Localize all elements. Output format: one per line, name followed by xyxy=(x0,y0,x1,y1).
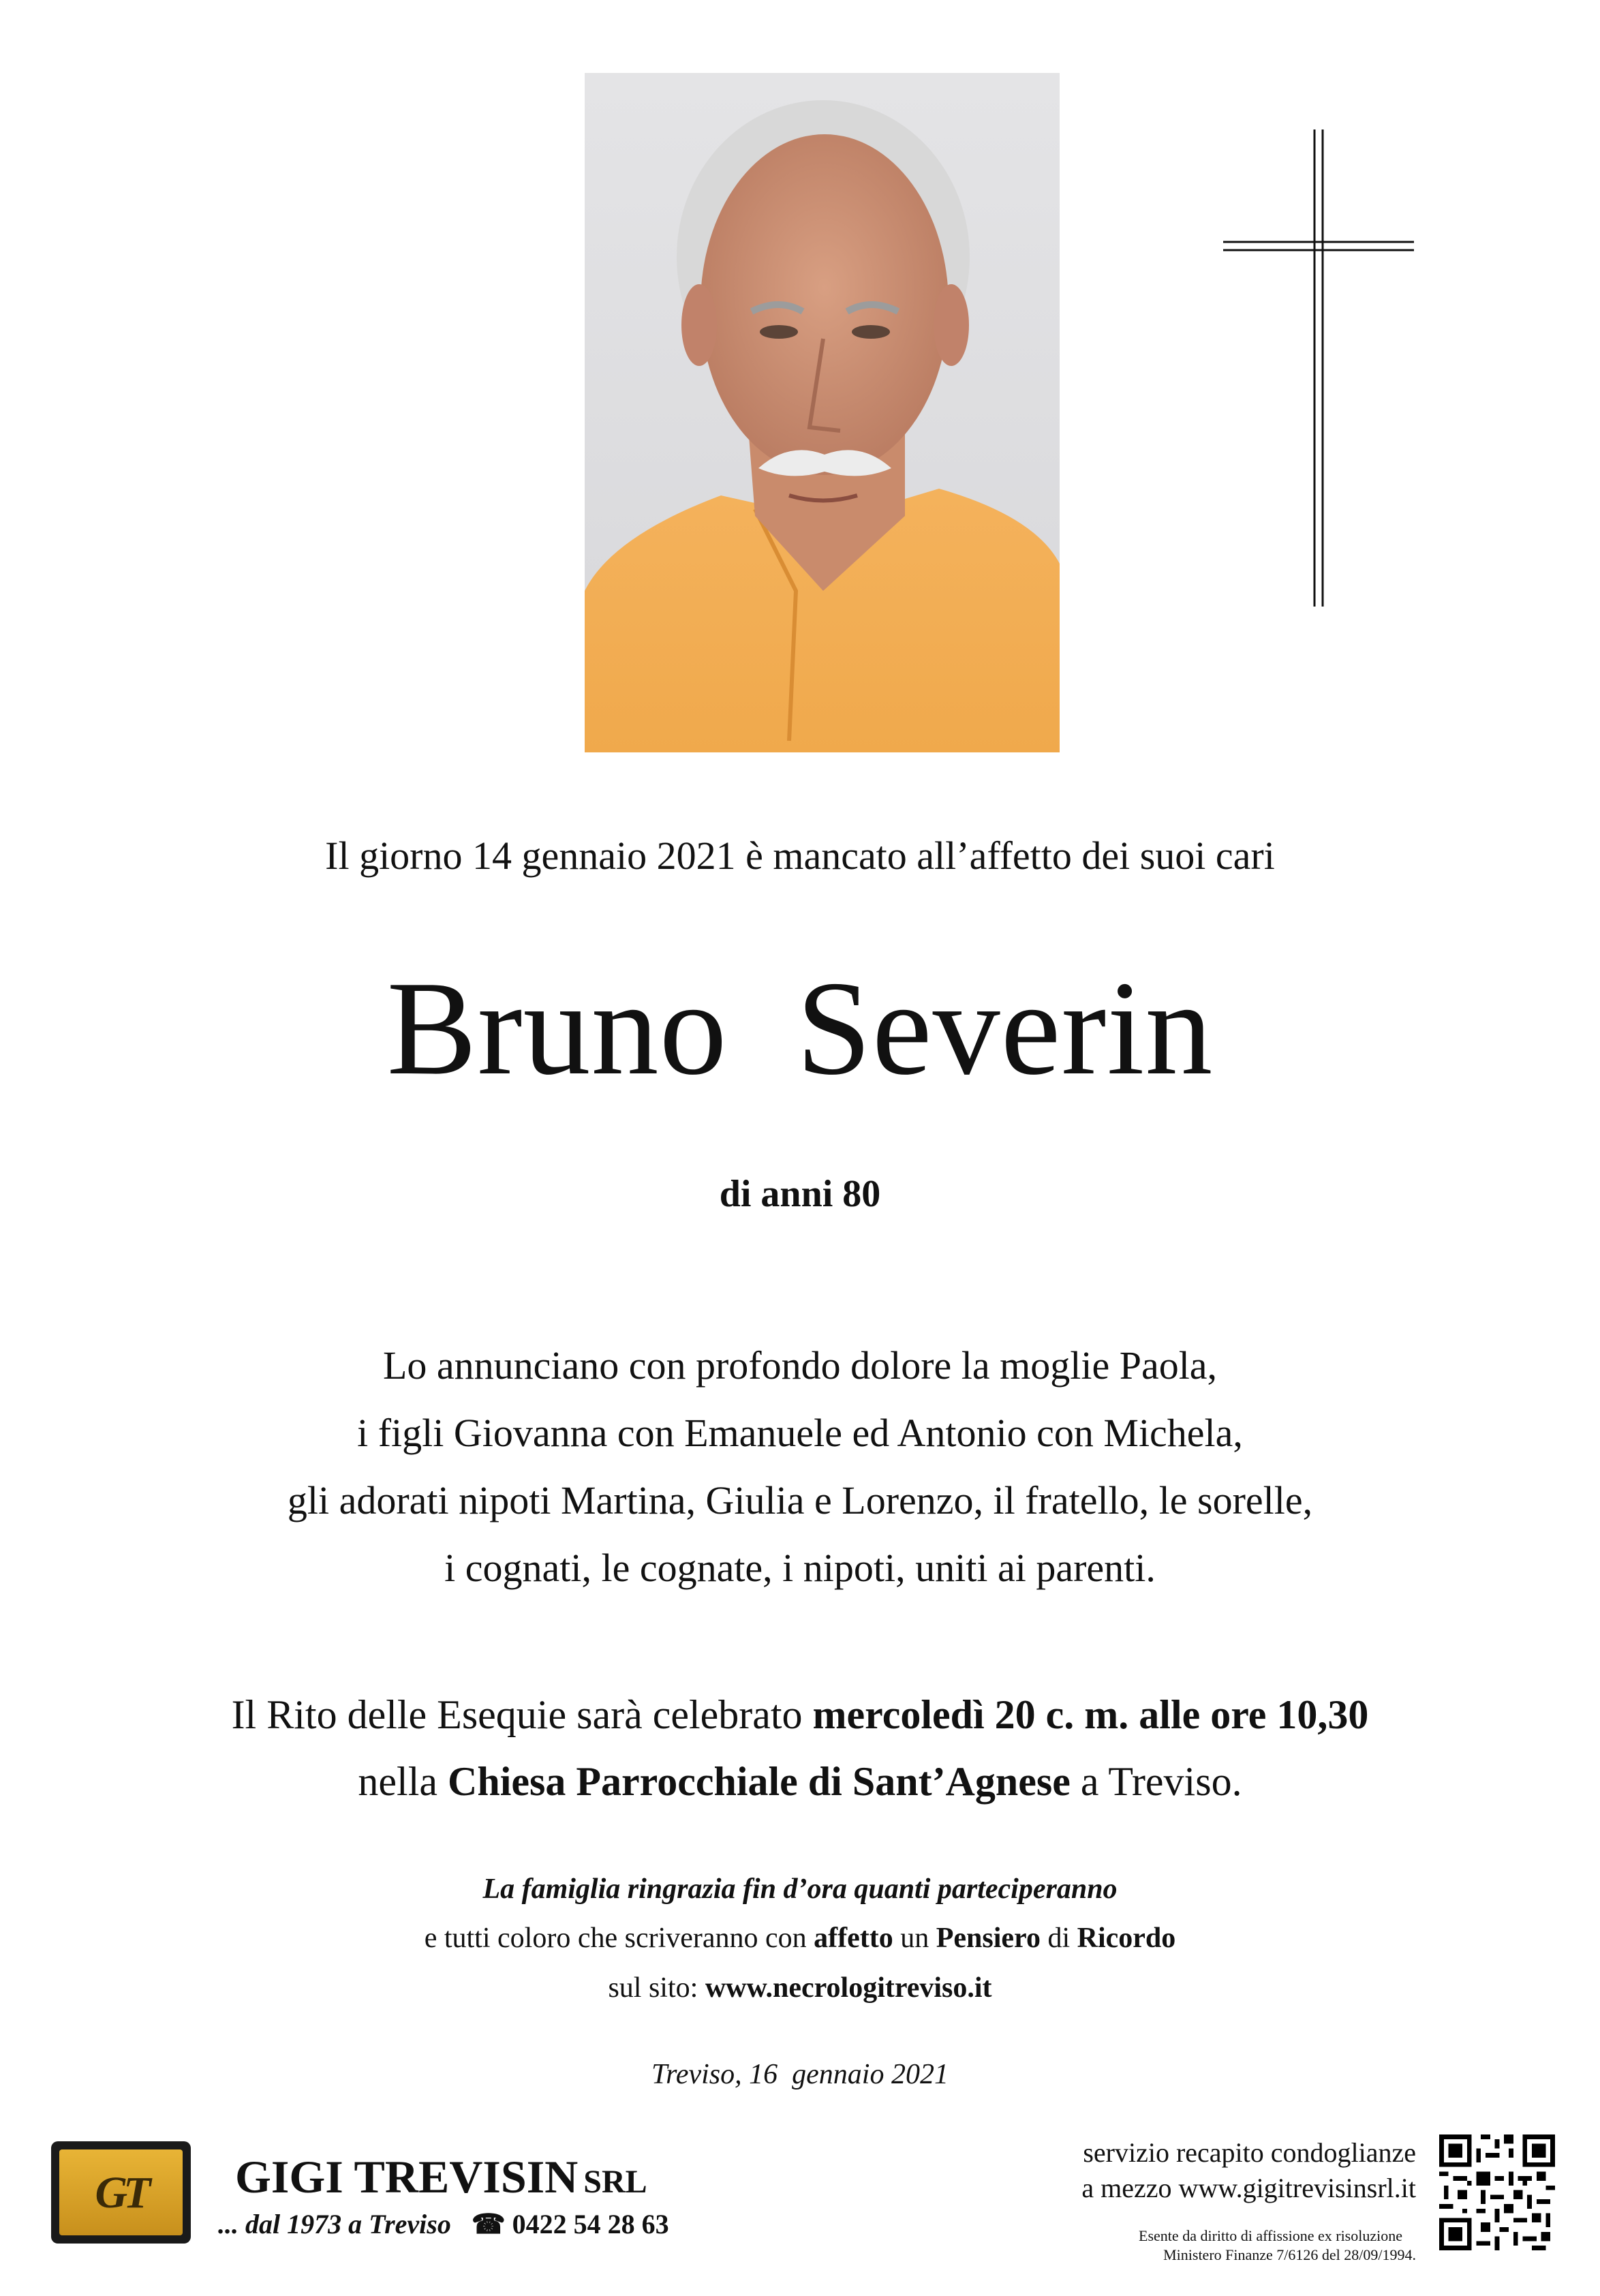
thanks-line-2 xyxy=(0,1922,1600,1955)
cross-icon xyxy=(1223,129,1414,607)
service-line-1: servizio recapito condoglianze xyxy=(1083,2137,1416,2168)
family-line: Lo annunciano con profondo dolore la moglie Paola, xyxy=(382,1343,1218,1388)
since-text: ... dal 1973 a Treviso xyxy=(218,2209,451,2239)
thanks-bold: Ricordo xyxy=(1077,1923,1176,1954)
family-line: gli adorati nipoti Martina, Giulia e Lorenzo, il fratello, le sorelle, xyxy=(287,1478,1313,1522)
exemption-line-1: Esente da diritto di affissione ex risoluzione xyxy=(1139,2227,1402,2244)
thanks-text: sul sito: xyxy=(608,1972,705,2004)
portrait-photo xyxy=(585,73,1060,752)
rite-line-1 xyxy=(0,1692,1600,1739)
family-line: i figli Giovanna con Emanuele ed Antonio con Michela, xyxy=(357,1411,1243,1455)
website-link[interactable]: www.necrologitreviso.it xyxy=(705,1972,992,2004)
rite-datetime: mercoledì 20 c. m. alle ore 10,30 xyxy=(812,1692,1369,1737)
phone-number[interactable]: 0422 54 28 63 xyxy=(512,2209,669,2239)
rite-text: a Treviso. xyxy=(1070,1759,1242,1804)
company-since xyxy=(218,2208,669,2240)
thanks-text: un xyxy=(893,1923,936,1954)
thanks-text: e tutti coloro che scriveranno con xyxy=(424,1923,814,1954)
company-logo xyxy=(51,2141,191,2244)
logo-text: GT xyxy=(95,2168,147,2218)
rite-text: nella xyxy=(358,1759,448,1804)
rite-text: Il Rito delle Esequie sarà celebrato xyxy=(231,1692,813,1737)
rite-church: Chiesa Parrocchiale di Sant’Agnese xyxy=(448,1759,1071,1804)
company-name xyxy=(235,2150,647,2204)
place-date: Treviso, 16 gennaio 2021 xyxy=(651,2059,949,2090)
service-line-2: a mezzo www.gigitrevisinsrl.it xyxy=(1081,2173,1416,2203)
thanks-bold: Pensiero xyxy=(936,1923,1041,1954)
phone-icon: ☎ xyxy=(471,2209,506,2239)
company-suffix: SRL xyxy=(583,2164,647,2200)
age-text: di anni 80 xyxy=(719,1173,881,1215)
family-line: i cognati, le cognate, i nipoti, uniti ai parenti. xyxy=(444,1546,1156,1590)
thanks-line-1: La famiglia ringrazia fin d’ora quanti parteciperanno xyxy=(482,1873,1118,1905)
thanks-bold: affetto xyxy=(814,1923,893,1954)
deceased-name: Bruno Severin xyxy=(386,953,1214,1103)
thanks-line-3 xyxy=(0,1972,1600,2004)
thanks-text: di xyxy=(1040,1923,1077,1954)
company-name-text: GIGI TREVISIN xyxy=(235,2151,579,2203)
intro-text: Il giorno 14 gennaio 2021 è mancato all’affetto dei suoi cari xyxy=(325,833,1275,878)
qr-code[interactable] xyxy=(1439,2134,1555,2250)
rite-line-2 xyxy=(0,1758,1600,1805)
exemption-line-2: Ministero Finanze 7/6126 del 28/09/1994. xyxy=(1163,2246,1416,2263)
